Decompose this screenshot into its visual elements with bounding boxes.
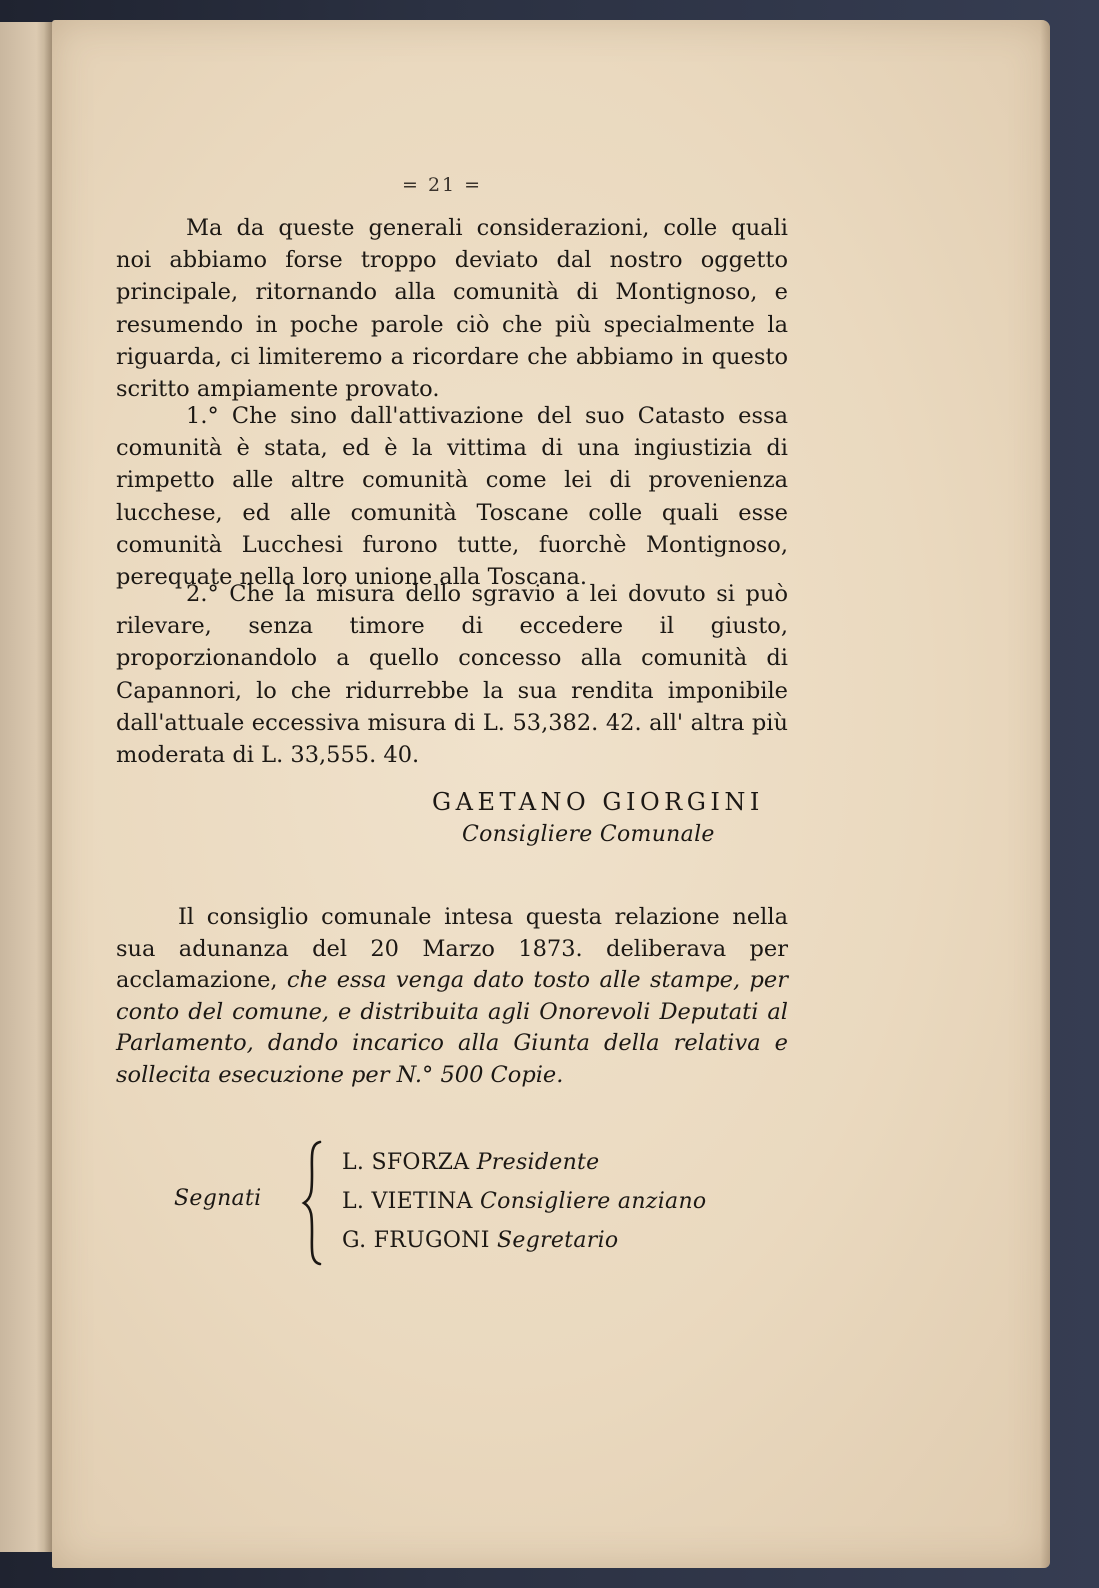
signatory-row — [342, 1189, 706, 1214]
resolution-plain-text: Il consiglio comunale intesa questa relazione nella sua adunanza del 20 Marzo 1873. deliberava per acclamazione, — [116, 904, 788, 993]
signatory-row — [342, 1150, 600, 1175]
signatory-name: L. SFORZA — [342, 1150, 470, 1175]
page-number: = 21 = — [402, 174, 483, 196]
paragraph-point-1: 1.° Che sino dall'attivazione del suo Catasto essa comunità è stata, ed è la vittima di una ingiustizia di rimpetto alle altre comunità come lei di provenienza lucchese, ed alle comunità Toscane colle quali esse comunità Lucchesi furono tutte, fuorchè Montignoso, perequate nella loro unione alla Toscana. — [116, 403, 788, 591]
paragraph-conclusion-intro: Ma da queste generali considerazioni, colle quali noi abbiamo forse troppo deviato dal nostro oggetto principale, ritornando alla comunità di Montignoso, e resumendo in poche parole ciò che più specialmente la riguarda, ci limiteremo a ricordare che abbiamo in questo scritto ampiamente provato. — [116, 215, 788, 403]
author-name: GAETANO GIORGINI — [432, 788, 764, 816]
signed-label: Segnati — [174, 1186, 262, 1211]
signatory-role: Consigliere anziano — [480, 1189, 707, 1214]
curly-brace-icon — [298, 1140, 328, 1266]
signatory-role: Segretario — [497, 1228, 619, 1253]
paragraph-point-2: 2.° Che la misura dello sgravio a lei dovuto si può rilevare, senza timore di eccedere il giusto, proporzionandolo a quello concesso alla comunità di Capannori, lo che ridurrebbe la sua rendita imponibile dall'attuale eccessiva misura di L. 53,382. 42. all' altra più moderata di L. 33,555. 40. — [116, 581, 788, 769]
signatory-name: G. FRUGONI — [342, 1228, 490, 1253]
resolution-italic-text: che essa venga dato tosto alle stampe, per conto del comune, e distribuita agli Onorevoli Deputati al Parlamento, dando incarico alla Giunta della relativa e sollecita esecuzione per N.° 500 Copie. — [116, 967, 788, 1088]
paragraph-resolution — [116, 902, 788, 1091]
page-edge-shadow — [1040, 20, 1050, 1568]
signatory-row — [342, 1228, 618, 1253]
author-title: Consigliere Comunale — [462, 822, 715, 847]
signatory-role: Presidente — [476, 1150, 600, 1175]
signatory-name: L. VIETINA — [342, 1189, 473, 1214]
